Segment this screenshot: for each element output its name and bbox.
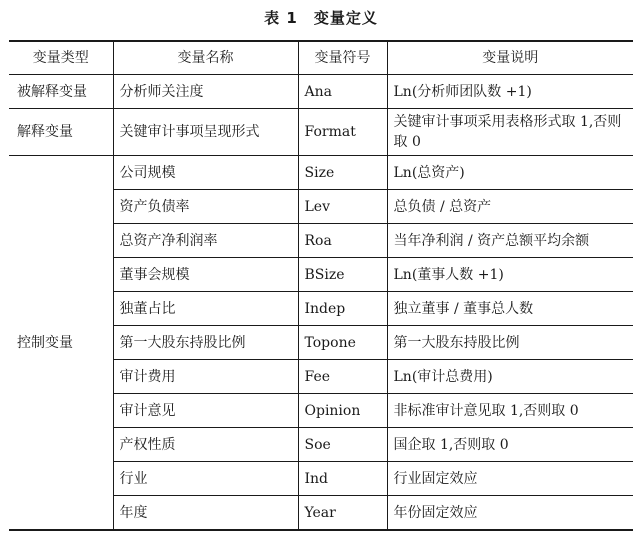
table-row (9, 156, 633, 190)
variable-name-cell: 行业 (113, 462, 298, 496)
variable-symbol-cell: Size (298, 156, 387, 190)
variable-name-cell: 第一大股东持股比例 (113, 326, 298, 360)
variable-name-cell: 董事会规模 (113, 258, 298, 292)
variable-symbol-cell: Ana (298, 75, 387, 109)
variable-name-cell: 总资产净利润率 (113, 224, 298, 258)
header-variable-symbol: 变量符号 (298, 41, 387, 75)
variable-name-cell: 产权性质 (113, 428, 298, 462)
variable-description-cell: 当年净利润 / 资产总额平均余额 (387, 224, 633, 258)
variable-type-cell: 解释变量 (9, 109, 113, 156)
variable-symbol-cell: Opinion (298, 394, 387, 428)
variable-symbol-cell: Soe (298, 428, 387, 462)
variable-symbol-cell: Fee (298, 360, 387, 394)
variable-description-cell: 国企取 1,否则取 0 (387, 428, 633, 462)
header-variable-name: 变量名称 (113, 41, 298, 75)
variable-description-cell: 总负债 / 总资产 (387, 190, 633, 224)
variable-symbol-cell: BSize (298, 258, 387, 292)
header-variable-type: 变量类型 (9, 41, 113, 75)
variable-description-cell: 第一大股东持股比例 (387, 326, 633, 360)
variable-symbol-cell: Topone (298, 326, 387, 360)
variable-name-cell: 独董占比 (113, 292, 298, 326)
variable-description-cell: Ln(分析师团队数 +1) (387, 75, 633, 109)
variable-description-cell: Ln(总资产) (387, 156, 633, 190)
header-variable-description: 变量说明 (387, 41, 633, 75)
variable-type-cell: 被解释变量 (9, 75, 113, 109)
variable-description-cell: 年份固定效应 (387, 496, 633, 531)
variable-description-cell: 行业固定效应 (387, 462, 633, 496)
variable-name-cell: 资产负债率 (113, 190, 298, 224)
table-row (9, 75, 633, 109)
variable-symbol-cell: Indep (298, 292, 387, 326)
variable-description-cell: Ln(审计总费用) (387, 360, 633, 394)
table-row (9, 109, 633, 156)
table-header-row (9, 41, 633, 75)
variable-symbol-cell: Ind (298, 462, 387, 496)
variable-symbol-cell: Lev (298, 190, 387, 224)
variable-definition-table (9, 40, 633, 531)
variable-name-cell: 审计费用 (113, 360, 298, 394)
variable-description-cell: 非标准审计意见取 1,否则取 0 (387, 394, 633, 428)
variable-name-cell: 年度 (113, 496, 298, 531)
variable-symbol-cell: Year (298, 496, 387, 531)
variable-symbol-cell: Format (298, 109, 387, 156)
variable-name-cell: 关键审计事项呈现形式 (113, 109, 298, 156)
variable-description-cell: 独立董事 / 董事总人数 (387, 292, 633, 326)
variable-type-cell: 控制变量 (9, 156, 113, 531)
variable-name-cell: 审计意见 (113, 394, 298, 428)
variable-description-cell: Ln(董事人数 +1) (387, 258, 633, 292)
variable-symbol-cell: Roa (298, 224, 387, 258)
variable-name-cell: 分析师关注度 (113, 75, 298, 109)
variable-name-cell: 公司规模 (113, 156, 298, 190)
table-caption: 表 1 变量定义 (264, 9, 378, 27)
variable-description-cell: 关键审计事项采用表格形式取 1,否则取 0 (387, 109, 633, 156)
